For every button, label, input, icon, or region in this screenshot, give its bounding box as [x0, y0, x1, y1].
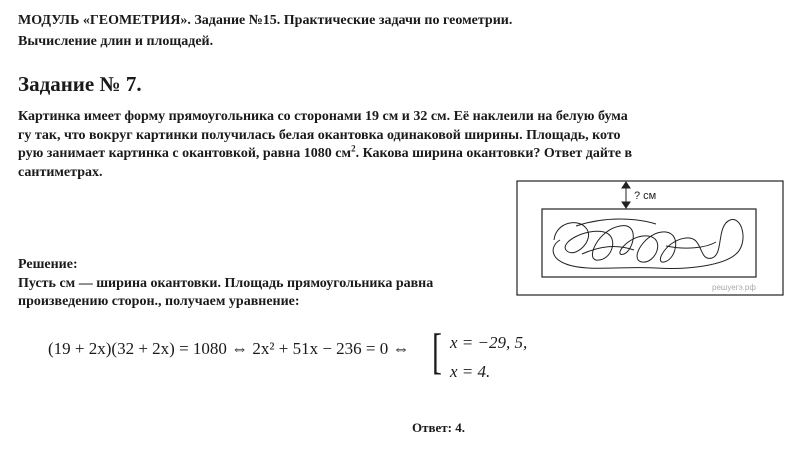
problem-line-3a: рую занимает картинка с окантовкой, равна 1080 см: [18, 146, 352, 161]
picture-scribble: [553, 220, 743, 269]
problem-statement: [18, 108, 778, 182]
roots-bracket: [: [432, 323, 442, 379]
equation-root-2: x = 4.: [450, 362, 491, 381]
framed-picture-figure: [516, 180, 784, 296]
header-line-1: МОДУЛЬ «ГЕОМЕТРИЯ». Задание №15. Практические задачи по геометрии.: [18, 13, 513, 28]
solution-heading: Решение:: [18, 257, 78, 272]
problem-line-3: [18, 145, 778, 164]
answer-text: Ответ: 4.: [412, 420, 466, 435]
solution-block: [18, 256, 498, 312]
task-title: Задание № 7.: [18, 72, 142, 96]
border-width-arrow: [622, 182, 630, 208]
problem-line-3b: . Какова ширина окантовки? Ответ дайте в: [355, 146, 633, 161]
solution-line-2: произведению сторон., получаем уравнение:: [18, 294, 300, 309]
solution-line-1: Пусть см — ширина окантовки. Площадь прямоугольника равна: [18, 275, 434, 291]
problem-line-2: гу так, что вокруг картинки получилась белая окантовка одинаковой ширины. Площадь, кото: [18, 127, 621, 143]
picture-scribble-2: [576, 219, 716, 254]
problem-line-4: сантиметрах.: [18, 164, 103, 180]
area-exponent: 2: [351, 143, 356, 154]
watermark-text: решуегэ.рф: [712, 283, 756, 292]
page-header: [18, 10, 638, 52]
header-line-2: Вычисление длин и площадей.: [18, 34, 214, 49]
equation-root-1: x = −29, 5,: [450, 333, 528, 352]
equation-left-side: (19 + 2x)(32 + 2x) = 1080 ⇔ 2x² + 51x − 236 = 0 ⇔: [48, 339, 410, 358]
solution-equation: [48, 323, 568, 388]
problem-line-1: Картинка имеет форму прямоугольника со сторонами 19 см и 32 см. Её наклеили на белую бума: [18, 109, 628, 124]
border-width-label: ? см: [634, 190, 657, 202]
